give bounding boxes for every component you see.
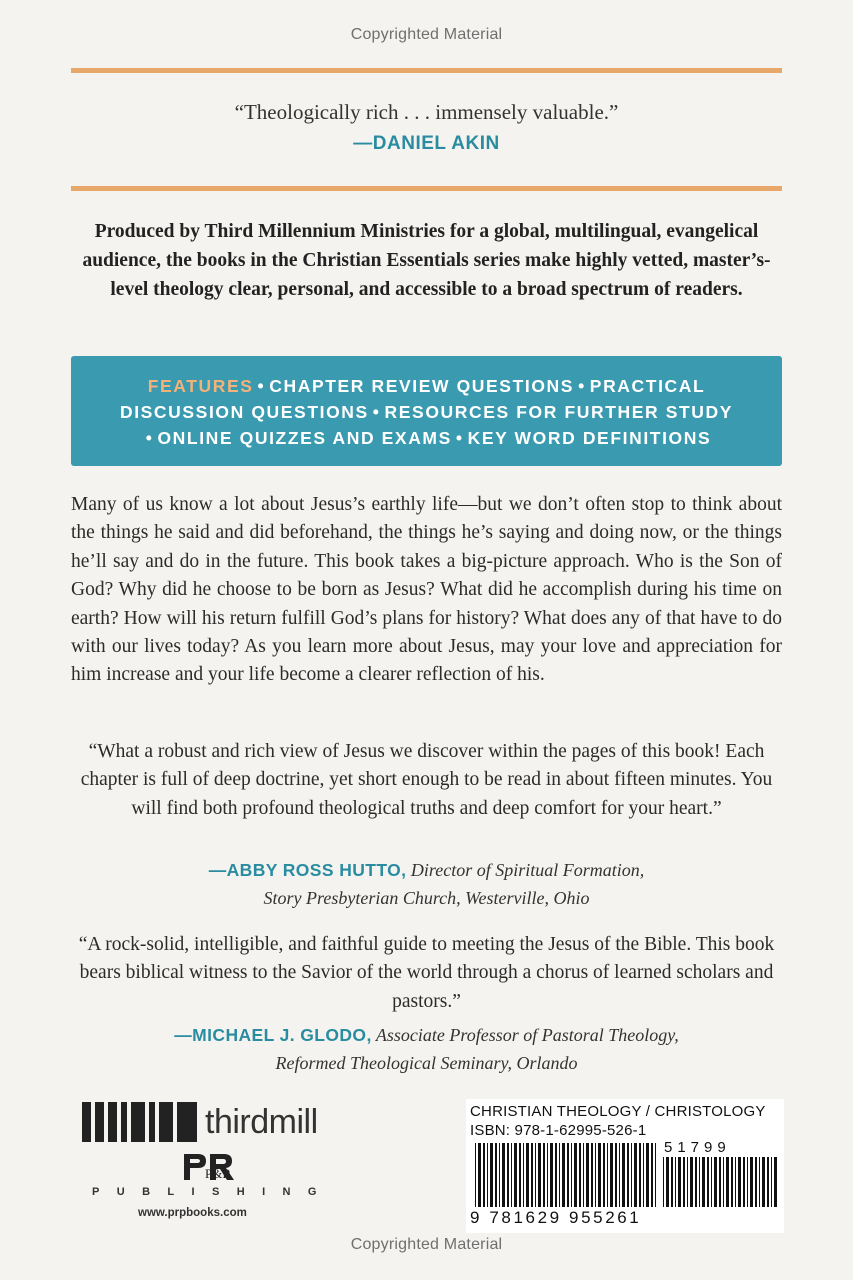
endorsement-quote: “What a robust and rich view of Jesus we discover within the pages of this book! Each chapter is full of deep doctrine, yet short enough to be read in about fifteen minutes. You will find both profound theological truths and deep comfort for your heart.” — [80, 741, 773, 819]
barcode-bar — [531, 1143, 533, 1207]
barcode-bar — [555, 1143, 557, 1207]
prr-mark-text: P&R — [205, 1166, 232, 1181]
barcode-bar — [747, 1157, 748, 1207]
pull-quote-attribution: —DANIEL AKIN — [353, 133, 500, 154]
barcode-bar — [687, 1157, 688, 1207]
endorser-name: —MICHAEL J. GLODO, — [174, 1025, 372, 1045]
ean-barcode — [474, 1143, 660, 1207]
barcode-bar — [675, 1157, 676, 1207]
thirdmill-logo — [82, 1098, 318, 1142]
barcode-bar — [634, 1143, 637, 1207]
subject-category: CHRISTIAN THEOLOGY / CHRISTOLOGY — [470, 1103, 766, 1120]
barcode-bar — [631, 1143, 632, 1207]
barcode-bar — [499, 1143, 500, 1207]
barcode-bar — [610, 1143, 613, 1207]
publisher-url: www.prpbooks.com — [138, 1207, 247, 1219]
price-barcode — [662, 1157, 780, 1207]
endorsement-attribution — [71, 856, 782, 912]
endorser-affiliation: Reformed Theological Seminary, Orlando — [275, 1053, 578, 1073]
endorser-name: —ABBY ROSS HUTTO, — [208, 860, 407, 880]
barcode-bar — [619, 1143, 620, 1207]
barcode-bar — [702, 1157, 705, 1207]
barcode-bar — [695, 1157, 697, 1207]
barcode-bar — [514, 1143, 517, 1207]
barcode-bar — [615, 1143, 617, 1207]
barcode-bar — [519, 1143, 521, 1207]
barcode-bar — [711, 1157, 712, 1207]
price-code: 51799 — [664, 1139, 731, 1156]
barcode-bar — [475, 1143, 476, 1207]
feature-item: ONLINE QUIZZES AND EXAMS — [157, 428, 452, 448]
thirdmill-wordmark: thirdmill — [205, 1103, 318, 1141]
barcode-bar — [690, 1157, 693, 1207]
endorser-title: Associate Professor of Pastoral Theology, — [375, 1025, 679, 1045]
barcode-bar — [771, 1157, 772, 1207]
barcode-bar — [683, 1157, 685, 1207]
barcode-bar — [759, 1157, 760, 1207]
copyright-watermark-top: Copyrighted Material — [350, 26, 503, 43]
barcode-bar — [511, 1143, 512, 1207]
barcode-bar — [543, 1143, 545, 1207]
barcode-bar — [639, 1143, 641, 1207]
barcode-bar — [507, 1143, 509, 1207]
prr-logo-icon — [178, 1152, 238, 1182]
barcode-bar — [774, 1157, 777, 1207]
endorsement-attribution — [71, 1021, 782, 1077]
barcode-bar — [583, 1143, 584, 1207]
barcode-bar — [591, 1143, 593, 1207]
barcode-bar — [707, 1157, 709, 1207]
book-description: Many of us know a lot about Jesus’s earthly life—but we don’t often stop to think about the things he said and did beforehand, the things he’s saying and doing now, or the things he’ll say and do in the future. This book takes a big-picture approach. Who is the Son of God? Why did he choose to be born as Jesus? What did he accomplish during his time on earth? How will his return fulfill God’s plans for history? What does any of that have to do with our lives today? As you learn more about Jesus, may your love and appreciation for him increase and your life become a clearer reflection of his. — [71, 494, 782, 686]
barcode-bar — [595, 1143, 596, 1207]
feature-item: RESOURCES FOR FURTHER STUDY — [384, 402, 734, 422]
barcode-bar — [574, 1143, 577, 1207]
barcode-bar — [586, 1143, 589, 1207]
barcode-bar — [743, 1157, 745, 1207]
barcode-bar — [478, 1143, 481, 1207]
barcode-bar — [547, 1143, 548, 1207]
barcode-bar — [538, 1143, 541, 1207]
barcode-bar — [767, 1157, 769, 1207]
barcode-bar — [678, 1157, 681, 1207]
barcode-bar — [699, 1157, 700, 1207]
feature-item: CHAPTER REVIEW QUESTIONS — [269, 376, 575, 396]
barcode-bar — [738, 1157, 741, 1207]
barcode-bar — [726, 1157, 729, 1207]
series-intro: Produced by Third Millennium Ministries for a global, multilingual, evangelical audience, the books in the Christian Essentials series make highly vetted, master’s-level theology clear, personal, and accessible to a broad spectrum of readers. — [82, 221, 771, 300]
barcode-bar — [579, 1143, 581, 1207]
isbn-barcode-panel — [466, 1099, 784, 1233]
barcode-bar — [523, 1143, 524, 1207]
barcode-bar — [646, 1143, 649, 1207]
barcode-bar — [603, 1143, 605, 1207]
feature-item: KEY WORD DEFINITIONS — [467, 428, 712, 448]
barcode-bar — [762, 1157, 765, 1207]
barcode-bar — [627, 1143, 629, 1207]
barcode-bar — [526, 1143, 529, 1207]
barcode-bar — [571, 1143, 572, 1207]
endorser-title: Director of Spiritual Formation, — [410, 860, 645, 880]
features-label: FEATURES — [147, 376, 254, 396]
barcode-bar — [607, 1143, 608, 1207]
barcode-bar — [535, 1143, 536, 1207]
barcode-bar — [559, 1143, 560, 1207]
barcode-bar — [487, 1143, 488, 1207]
barcode-bar — [755, 1157, 757, 1207]
barcode-bar — [643, 1143, 644, 1207]
barcode-bar — [567, 1143, 569, 1207]
barcode-bar — [731, 1157, 733, 1207]
barcode-bar — [490, 1143, 493, 1207]
barcode-digits: 9 781629 955261 — [470, 1208, 642, 1227]
barcode-bar — [598, 1143, 601, 1207]
barcode-bar — [671, 1157, 673, 1207]
isbn-number: ISBN: 978-1-62995-526-1 — [470, 1122, 647, 1139]
barcode-bar — [723, 1157, 724, 1207]
features-box: FEATURES • CHAPTER REVIEW QUESTIONS • PRACTICAL DISCUSSION QUESTIONS • RESOURCES FOR FURTHER STUDY • ONLINE QUIZZES AND EXAMS • KEY WORD DEFINITIONS — [71, 356, 782, 466]
barcode-bar — [651, 1143, 653, 1207]
thirdmill-bars-icon — [82, 1102, 197, 1142]
barcode-bar — [719, 1157, 721, 1207]
barcode-bar — [666, 1157, 669, 1207]
feature-item: PRACTICAL DISCUSSION QUESTIONS — [119, 376, 706, 422]
barcode-bar — [495, 1143, 497, 1207]
barcode-bar — [655, 1143, 656, 1207]
barcode-bar — [735, 1157, 736, 1207]
publishing-wordmark: PUBLISHING — [92, 1186, 334, 1198]
copyright-watermark-bottom: Copyrighted Material — [350, 1236, 503, 1253]
barcode-bar — [714, 1157, 717, 1207]
barcode-bar — [550, 1143, 553, 1207]
orange-rule-bottom — [71, 186, 782, 191]
orange-rule-top — [71, 68, 782, 73]
barcode-bar — [562, 1143, 565, 1207]
barcode-bar — [750, 1157, 753, 1207]
barcode-bar — [622, 1143, 625, 1207]
barcode-bar — [483, 1143, 485, 1207]
endorsement-quote: “A rock-solid, intelligible, and faithful guide to meeting the Jesus of the Bible. This book bears biblical witness to the Savior of the world through a chorus of learned scholars and pastors.” — [78, 934, 775, 1012]
barcode-bar — [663, 1157, 664, 1207]
barcode-bar — [502, 1143, 505, 1207]
pull-quote: “Theologically rich . . . immensely valuable.” — [234, 100, 619, 124]
endorser-affiliation: Story Presbyterian Church, Westerville, Ohio — [263, 888, 590, 908]
